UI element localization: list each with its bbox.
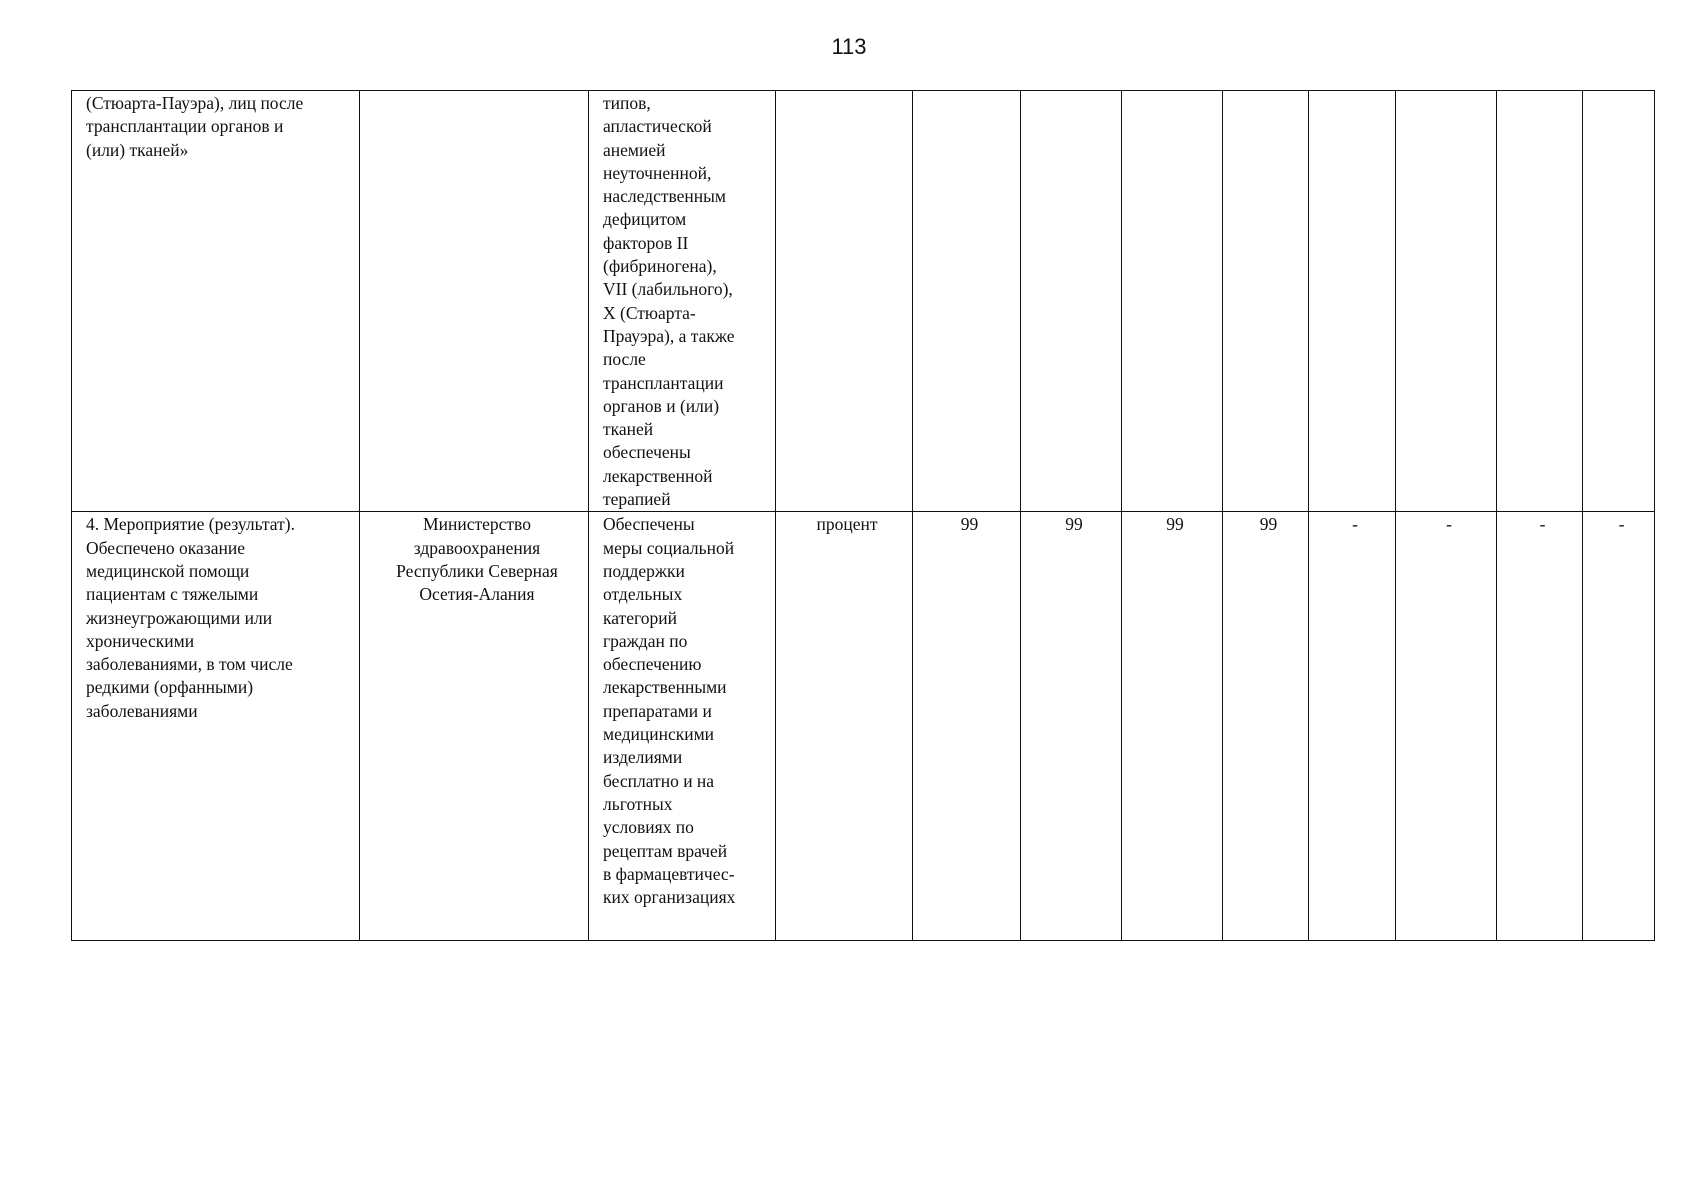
value-cell-8: -	[1583, 512, 1655, 941]
responsible-cell	[360, 91, 589, 512]
value-cell-8	[1583, 91, 1655, 512]
value-cell-7: -	[1497, 512, 1583, 941]
value-cell-4: 99	[1223, 512, 1309, 941]
document-table	[71, 90, 1655, 941]
value-cell-2: 99	[1021, 512, 1122, 941]
activity-name-cell: 4. Мероприятие (результат). Обеспечено оказание медицинской помощи пациентам с тяжелыми жизнеугрожающими или хроническими заболеваниями, в том числе редкими (орфанными) заболеваниями	[72, 512, 360, 941]
responsible-cell: Министерство здравоохранения Республики Северная Осетия-Алания	[360, 512, 589, 941]
value-cell-7	[1497, 91, 1583, 512]
value-cell-5	[1309, 91, 1396, 512]
value-cell-1	[913, 91, 1021, 512]
result-description-cell: Обеспечены меры социальной поддержки отдельных категорий граждан по обеспечению лекарственными препаратами и медицинскими изделиями бесплатно и на льготных условиях по рецептам врачей в фармацевтичес- ких организациях	[589, 512, 776, 941]
value-cell-1: 99	[913, 512, 1021, 941]
unit-cell	[776, 91, 913, 512]
table-row	[72, 512, 1655, 941]
value-cell-2	[1021, 91, 1122, 512]
value-cell-3: 99	[1122, 512, 1223, 941]
result-description-cell: типов, апластической анемией неуточненной, наследственным дефицитом факторов II (фибриногена), VII (лабильного), X (Стюарта- Прауэра), а также после трансплантации органов и (или) тканей обеспечены лекарственной терапией	[589, 91, 776, 512]
unit-cell: процент	[776, 512, 913, 941]
page-number: 113	[831, 34, 867, 59]
value-cell-5: -	[1309, 512, 1396, 941]
value-cell-4	[1223, 91, 1309, 512]
activity-name-cell: (Стюарта-Пауэра), лиц после трансплантации органов и (или) тканей»	[72, 91, 360, 512]
value-cell-3	[1122, 91, 1223, 512]
table-row	[72, 91, 1655, 512]
value-cell-6	[1396, 91, 1497, 512]
value-cell-6: -	[1396, 512, 1497, 941]
